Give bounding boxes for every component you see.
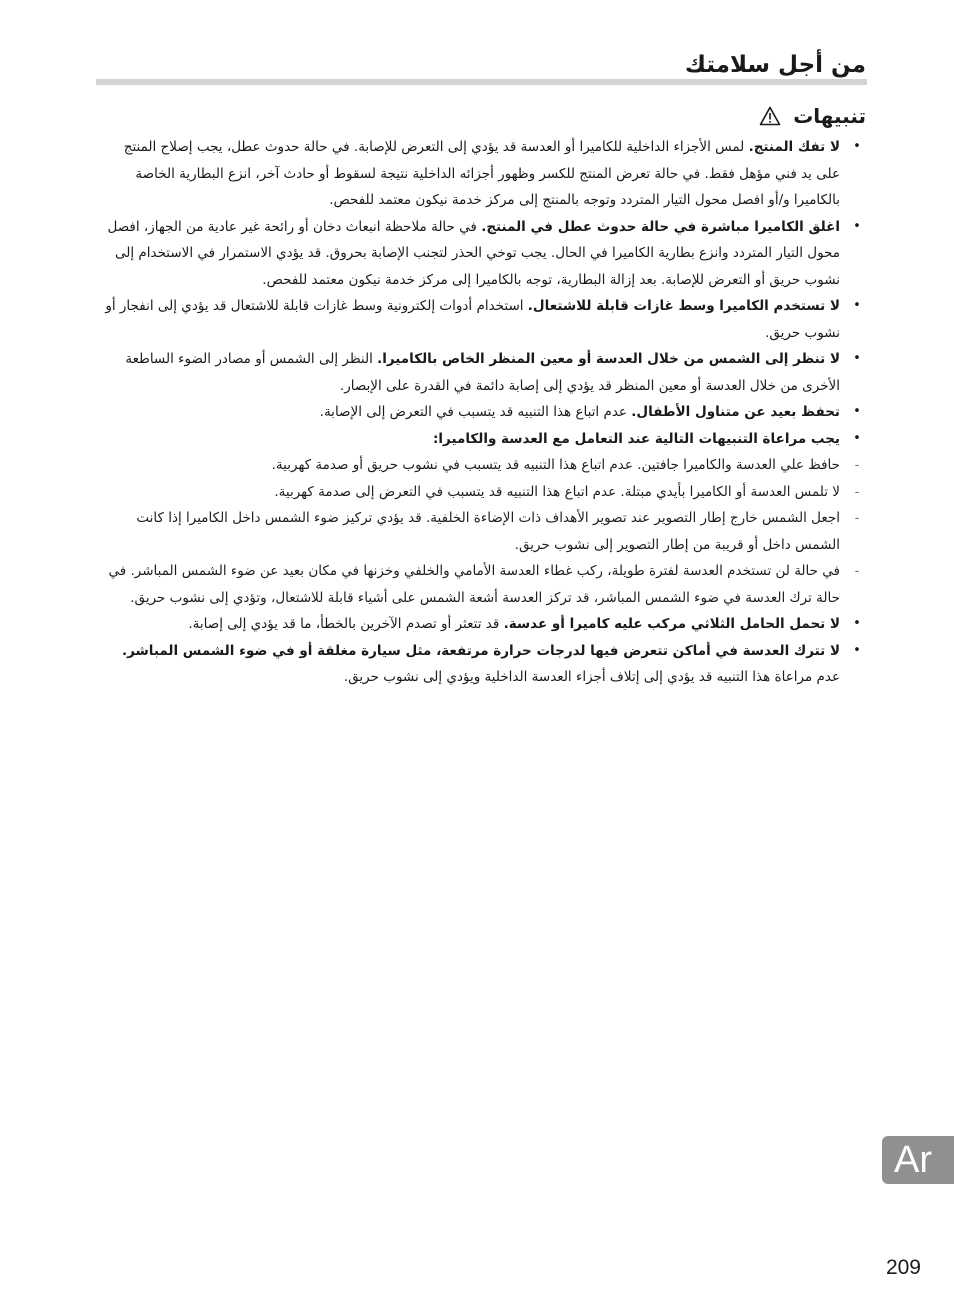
caution-sub-item (104, 452, 866, 479)
caution-sub-item (104, 505, 866, 558)
section-heading (759, 104, 866, 128)
bullet-icon: • (853, 430, 861, 446)
caution-item (104, 426, 866, 453)
caution-item-text: عدم اتباع هذا التنبيه قد يتسبب في التعرض إلى الإصابة. (319, 404, 632, 420)
caution-item (104, 214, 866, 294)
caution-item (104, 346, 866, 399)
bullet-icon: • (853, 616, 861, 631)
caution-item-bold: تحفظ بعيد عن متناول الأطفال. (631, 404, 840, 420)
bullet-icon: • (853, 298, 861, 313)
caution-item-bold: يجب مراعاة التنبيهات التالية عند التعامل مع العدسة والكاميرا: (433, 430, 840, 447)
caution-item-text: استخدام أدوات إلكترونية وسط غازات قابلة للاشتعال قد يؤدي إلى انفجار أو نشوب حريق. (105, 298, 840, 341)
caution-sub-item-text: في حالة لن تستخدم العدسة لفترة طويلة، ركب غطاء العدسة الأمامي والخلفي وخزنها في مكان بعيد عن ضوء الشمس المباشر. في حالة ترك العدسة في ضوء الشمس المباشر، قد تركز العدسة أشعة الشمس على أشياء قابلة للاشتعال، وتؤدي إلى نشوب حريق. (108, 563, 840, 606)
caution-item (104, 638, 866, 691)
dash-icon: - (854, 563, 860, 579)
caution-sub-list (104, 452, 866, 611)
caution-item-bold: اغلق الكاميرا مباشرة في حالة حدوث عطل في المنتج. (481, 218, 840, 235)
caution-sub-item-text: اجعل الشمس خارج إطار التصوير عند تصوير الأهداف ذات الإضاءة الخلفية. قد يؤدي تركيز ضوء الشمس داخل الكاميرا إذا كانت الشمس داخل أو قريبة من إطار التصوير إلى نشوب حريق. (136, 510, 840, 553)
caution-item-text: في حالة ملاحظة انبعاث دخان أو رائحة غير عادية من الجهاز، افصل محول التيار المتردد وانزع بطارية الكاميرا في الحال. يجب توخي الحذر لتجنب الإصابة بحروق. قد يؤدي الاستمرار في الاستخدام إلى نشوب حريق أو التعرض للإصابة. بعد إزالة البطارية، توجه بالكاميرا إلى مركز خدمة نيكون معتمد للفحص. (107, 218, 840, 288)
dash-icon: - (854, 510, 860, 526)
caution-list (104, 134, 866, 452)
caution-item (104, 134, 866, 214)
caution-sub-item (104, 479, 866, 506)
dash-icon: - (854, 483, 860, 500)
language-tab (882, 1136, 954, 1184)
caution-item-bold: لا تستخدم الكاميرا وسط غازات قابلة للاشتعال. (527, 298, 840, 314)
bullet-icon: • (853, 139, 861, 154)
section-heading-text: تنبيهات (793, 104, 866, 128)
bullet-icon: • (853, 351, 861, 366)
caution-sub-item-text: لا تلمس العدسة أو الكاميرا بأيدي مبتلة. عدم اتباع هذا التنبيه قد يتسبب في التعرض إلى صدمة كهربية. (274, 483, 840, 500)
caution-list-continued (104, 611, 866, 691)
language-tab-label: Ar (894, 1139, 932, 1181)
title-divider (96, 79, 867, 85)
bullet-icon: • (853, 642, 861, 658)
caution-item (104, 293, 866, 346)
caution-content (104, 134, 866, 691)
caution-sub-item (104, 558, 866, 611)
dash-icon: - (854, 457, 860, 473)
page-title: من أجل سلامتك (684, 52, 866, 78)
caution-item (104, 611, 866, 638)
caution-item-text: النظر إلى الشمس أو مصادر الضوء الساطعة الأخرى من خلال العدسة أو معين المنظر قد يؤدي إلى إصابة دائمة في القدرة على الإبصار. (125, 351, 840, 394)
caution-item (104, 399, 866, 426)
caution-item-text: قد تتعثر أو تصدم الآخرين بالخطأ، ما قد يؤدي إلى إصابة. (188, 616, 504, 632)
bullet-icon: • (853, 404, 861, 419)
caution-item-bold: لا تترك العدسة في أماكن تتعرض فيها لدرجات حرارة مرتفعة، مثل سيارة مغلقة أو في ضوء الشمس المباشر. (121, 642, 840, 659)
caution-item-bold: لا تنظر إلى الشمس من خلال العدسة أو معين المنظر الخاص بالكاميرا. (377, 351, 840, 367)
caution-item-text: عدم مراعاة هذا التنبيه قد يؤدي إلى إتلاف أجزاء العدسة الداخلية ويؤدي إلى نشوب حريق. (343, 669, 840, 685)
caution-sub-item-text: حافظ علي العدسة والكاميرا جافتين. عدم اتباع هذا التنبيه قد يتسبب في نشوب حريق أو صدمة كهربية. (271, 457, 840, 473)
caution-item-bold: لا تفك المنتج. (748, 139, 840, 155)
caution-item-text: لمس الأجزاء الداخلية للكاميرا أو العدسة قد يؤدي إلى التعرض للإصابة. في حالة حدوث عطل، يجب إصلاح المنتج على يد فني مؤهل فقط. في حالة تعرض المنتج للكسر وظهور أجزائه الداخلية نتيجة لسقوط أو حادث آخر، انزع البطارية الخاصة بالكاميرا و/أو افصل محول التيار المتردد وتوجه بالمنتج إلى مركز خدمة نيكون معتمد للفحص. (123, 139, 840, 208)
page-number: 209 (885, 1256, 921, 1279)
caution-item-bold: لا تحمل الحامل الثلاثي مركب عليه كاميرا أو عدسة. (503, 616, 840, 632)
bullet-icon: • (853, 218, 861, 234)
warning-triangle-icon (759, 106, 781, 126)
